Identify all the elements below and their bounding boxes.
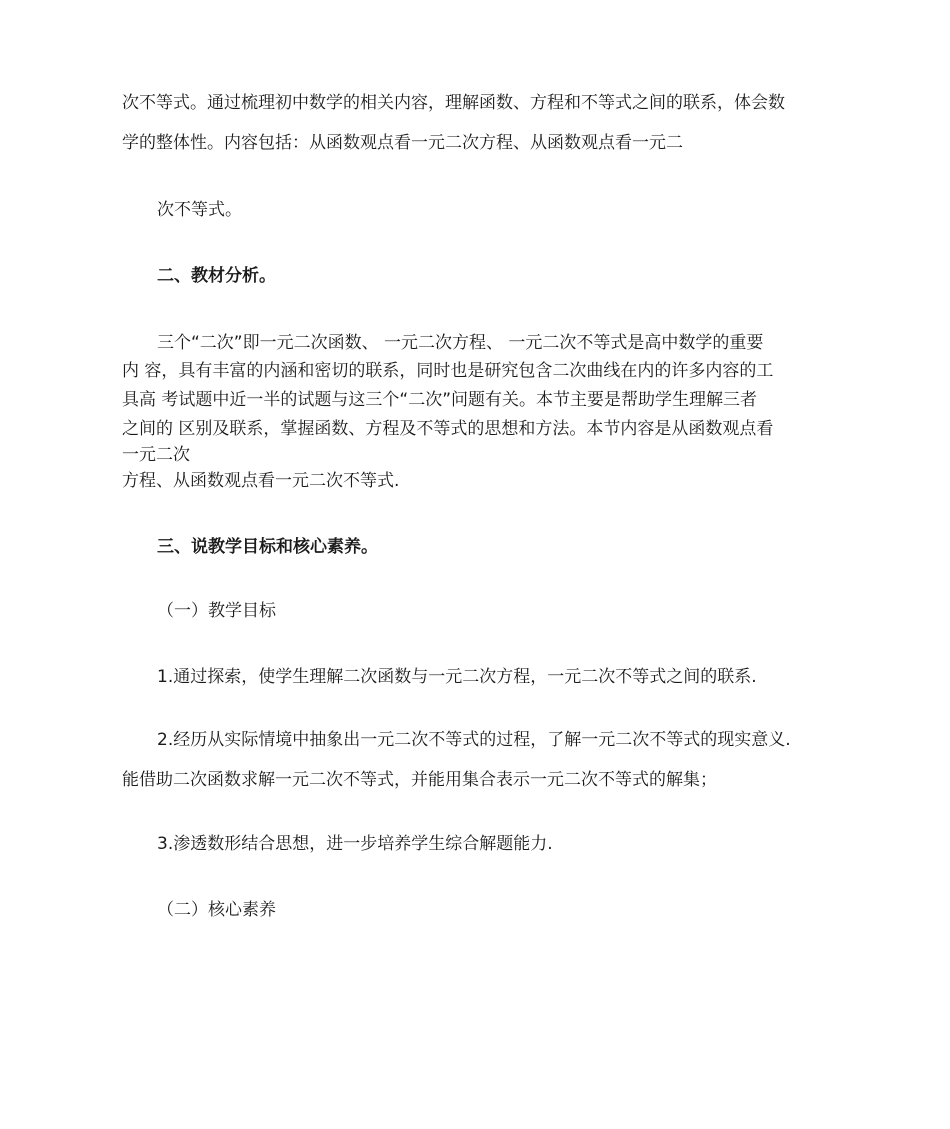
goal-2-line-2: 能借助二次函数求解一元二次不等式，并能用集合表示一元二次不等式的解集； xyxy=(122,770,717,790)
section-3-heading: 三、说教学目标和核心素养。 xyxy=(157,537,378,557)
subsection-1-heading: （一）教学目标 xyxy=(157,601,276,621)
intro-line-2: 学的整体性。内容包括：从函数观点看一元二次方程、从函数观点看一元二 xyxy=(122,133,683,153)
goal-1: 1.通过探索，使学生理解二次函数与一元二次方程，一元二次不等式之间的联系. xyxy=(157,667,757,687)
intro-line-1: 次不等式。通过梳理初中数学的相关内容，理解函数、方程和不等式之间的联系，体会数 xyxy=(122,93,785,113)
goal-3: 3.渗透数形结合思想，进一步培养学生综合解题能力. xyxy=(157,834,553,854)
intro-line-3: 次不等式。 xyxy=(157,200,242,220)
analysis-line-5: 一元二次 xyxy=(122,445,190,465)
section-2-heading: 二、教材分析。 xyxy=(157,266,276,286)
analysis-line-2: 内 容，具有丰富的内涵和密切的联系，同时也是研究包含二次曲线在内的许多内容的工 xyxy=(122,361,774,381)
analysis-line-3: 具高 考试题中近一半的试题与这三个“二次”问题有关。本节主要是帮助学生理解三者 xyxy=(122,390,758,410)
goal-2-line-1: 2.经历从实际情境中抽象出一元二次不等式的过程，了解一元二次不等式的现实意义. xyxy=(157,730,791,750)
analysis-line-4: 之间的 区别及联系，掌握函数、方程及不等式的思想和方法。本节内容是从函数观点看 xyxy=(122,419,774,439)
subsection-2-heading: （二）核心素养 xyxy=(157,900,276,920)
analysis-line-6: 方程、从函数观点看一元二次不等式. xyxy=(122,471,400,491)
analysis-line-1: 三个“二次”即一元二次函数、 一元二次方程、 一元二次不等式是高中数学的重要 xyxy=(157,333,764,353)
